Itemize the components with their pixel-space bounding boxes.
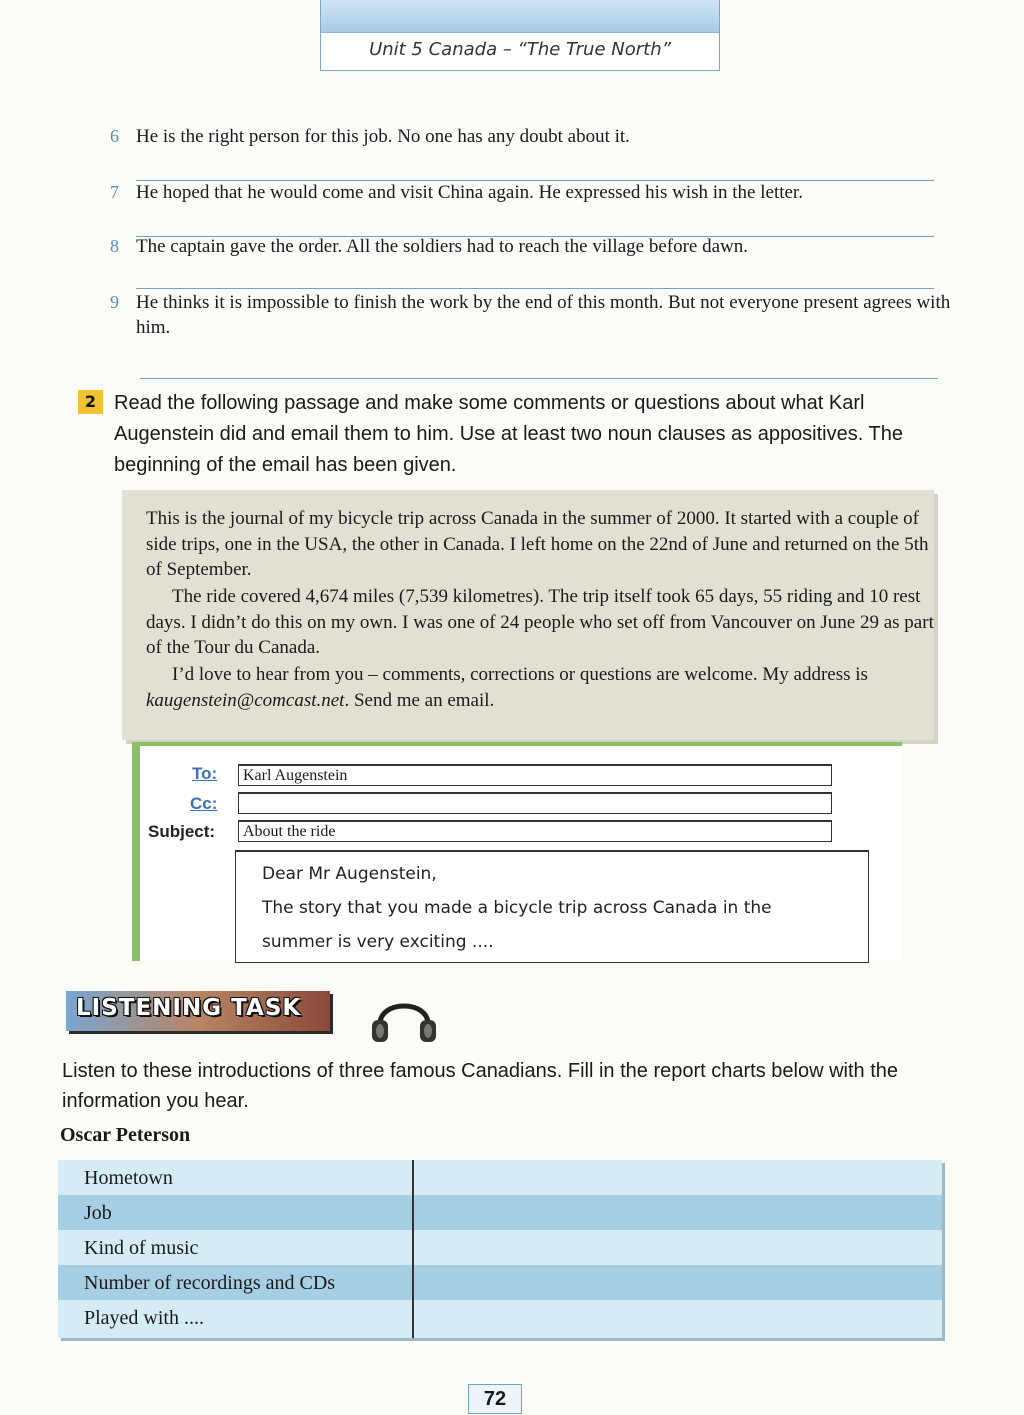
email-greeting: Dear Mr Augenstein, bbox=[262, 864, 437, 884]
task-2-instruction: Read the following passage and make some comments or questions about what Karl Augenstein did and email them to him. Use at least two noun clauses as appositives. The beginning of the email has been given. bbox=[114, 392, 903, 476]
answer-cell[interactable] bbox=[414, 1300, 942, 1335]
email-form bbox=[132, 742, 902, 961]
chart-row-job bbox=[58, 1195, 942, 1230]
row-label: Number of recordings and CDs bbox=[84, 1272, 336, 1294]
passage-text: I’d love to hear from you – comments, corrections or questions are welcome. My address is bbox=[172, 664, 868, 685]
answer-line-9[interactable] bbox=[140, 378, 938, 379]
answer-cell[interactable] bbox=[414, 1160, 942, 1195]
header-sky-strip bbox=[321, 0, 719, 33]
chart-row-hometown bbox=[58, 1160, 942, 1195]
passage-text: . Send me an email. bbox=[344, 689, 495, 711]
listening-task-title: LISTENING TASK bbox=[76, 995, 302, 1021]
unit-title: Unit 5 Canada – “The True North” bbox=[369, 39, 671, 60]
item-number: 7 bbox=[110, 182, 119, 202]
passage-paragraph-1: This is the journal of my bicycle trip across Canada in the summer of 2000. It started with a couple of side trips, one in the USA, the other in Canada. I left home on the 22nd of June and returned on the 5th of September. bbox=[146, 508, 929, 580]
to-field[interactable]: Karl Augenstein bbox=[238, 764, 832, 786]
item-sentence: The captain gave the order. All the soldiers had to reach the village before dawn. bbox=[136, 236, 748, 257]
chart-column-divider bbox=[412, 1160, 414, 1338]
cc-field[interactable] bbox=[238, 792, 832, 814]
row-label: Played with .... bbox=[84, 1307, 204, 1329]
email-body-line: The story that you made a bicycle trip across Canada in the bbox=[262, 898, 772, 918]
passage-paragraph-2: The ride covered 4,674 miles (7,539 kilometres). The trip itself took 65 days, 55 riding and 10 rest days. I didn’t do this on my own. I was one of 24 people who set off from Vancouver on June 29 as part of the Tour du Canada. bbox=[146, 586, 934, 658]
email-body-textarea[interactable] bbox=[235, 850, 869, 963]
cc-label[interactable]: Cc: bbox=[190, 794, 218, 813]
subject-field[interactable]: About the ride bbox=[238, 820, 832, 842]
passage-paragraph-3 bbox=[146, 662, 936, 713]
item-sentence: He thinks it is impossible to finish the work by the end of this month. But not everyone present agrees with him. bbox=[136, 292, 951, 338]
item-number: 8 bbox=[110, 236, 119, 256]
headphones-icon bbox=[368, 990, 440, 1046]
chart-row-kind-of-music bbox=[58, 1230, 942, 1265]
person-name: Oscar Peterson bbox=[60, 1124, 191, 1146]
subject-label: Subject: bbox=[148, 822, 216, 841]
answer-cell[interactable] bbox=[414, 1195, 942, 1230]
email-address: kaugenstein@comcast.net bbox=[146, 689, 345, 711]
journal-passage bbox=[122, 490, 934, 740]
item-number: 6 bbox=[110, 126, 119, 146]
row-label: Hometown bbox=[84, 1167, 173, 1189]
email-body-line: summer is very exciting .... bbox=[262, 932, 494, 952]
page-number: 72 bbox=[468, 1384, 522, 1414]
listening-instruction: Listen to these introductions of three famous Canadians. Fill in the report charts below with the information you hear. bbox=[62, 1060, 899, 1112]
item-number: 9 bbox=[110, 292, 119, 312]
task-number-badge: 2 bbox=[78, 390, 103, 414]
unit-header bbox=[320, 0, 720, 71]
report-chart bbox=[58, 1160, 942, 1338]
chart-row-played-with bbox=[58, 1300, 942, 1338]
answer-cell[interactable] bbox=[414, 1230, 942, 1265]
row-label: Job bbox=[84, 1202, 112, 1224]
chart-row-recordings bbox=[58, 1265, 942, 1300]
answer-line-8[interactable] bbox=[136, 288, 934, 289]
row-label: Kind of music bbox=[84, 1237, 199, 1259]
to-label[interactable]: To: bbox=[192, 764, 218, 783]
item-sentence: He is the right person for this job. No one has any doubt about it. bbox=[136, 126, 630, 147]
listening-task-banner bbox=[66, 991, 330, 1031]
answer-cell[interactable] bbox=[414, 1265, 942, 1300]
item-sentence: He hoped that he would come and visit China again. He expressed his wish in the letter. bbox=[136, 182, 803, 203]
